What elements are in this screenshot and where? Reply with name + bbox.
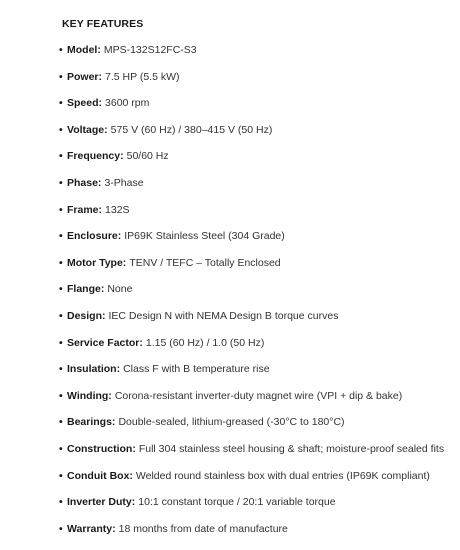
- bullet-icon: •: [59, 150, 63, 163]
- feature-label: Model:: [67, 44, 101, 56]
- feature-item-service-factor: [59, 336, 460, 350]
- feature-value: Welded round stainless box with dual entries (IP69K compliant): [135, 469, 430, 482]
- bullet-icon: •: [59, 309, 63, 322]
- feature-item-bearings: [59, 415, 460, 429]
- feature-label: Voltage:: [67, 123, 108, 136]
- feature-item-speed: [59, 96, 460, 110]
- feature-label: Construction:: [67, 442, 136, 455]
- feature-label: Flange:: [67, 283, 105, 296]
- feature-label: Phase:: [67, 176, 102, 189]
- feature-item-construction: [59, 442, 460, 456]
- feature-item-frame: [59, 203, 460, 217]
- feature-value: IP69K Stainless Steel (304 Grade): [124, 230, 285, 243]
- feature-label: Bearings:: [67, 416, 116, 429]
- feature-label: Motor Type:: [67, 256, 127, 269]
- feature-value: 1.15 (60 Hz) / 1.0 (50 Hz): [145, 336, 265, 349]
- bullet-icon: •: [59, 44, 63, 56]
- bullet-icon: •: [59, 230, 63, 243]
- feature-label: Enclosure:: [67, 230, 122, 243]
- bullet-icon: •: [59, 203, 63, 216]
- feature-label: Frame:: [67, 203, 103, 216]
- feature-value: Double-sealed, lithium-greased (-30°C to 180°C): [118, 416, 345, 429]
- feature-item-model: [59, 43, 460, 57]
- feature-label: Frequency:: [67, 150, 124, 163]
- feature-value: 10:1 constant torque / 20:1 variable torque: [138, 496, 336, 509]
- bullet-icon: •: [59, 176, 63, 189]
- feature-value: 3600 rpm: [105, 97, 150, 110]
- feature-label: Speed:: [67, 97, 103, 110]
- feature-label: Winding:: [67, 389, 112, 402]
- feature-label: Inverter Duty:: [67, 496, 136, 509]
- section-heading: KEY FEATURES: [62, 18, 144, 30]
- feature-item-motor-type: [59, 256, 460, 270]
- bullet-icon: •: [59, 416, 63, 429]
- feature-label: Warranty:: [67, 522, 116, 535]
- feature-item-conduit-box: [59, 469, 460, 483]
- feature-list: [59, 43, 460, 536]
- bullet-icon: •: [59, 97, 63, 110]
- feature-value: 18 months from date of manufacture: [118, 522, 288, 535]
- bullet-icon: •: [59, 363, 63, 376]
- feature-value: MPS-132S12FC-S3: [103, 44, 197, 56]
- feature-value: 50/60 Hz: [126, 150, 169, 163]
- feature-item-warranty: [59, 522, 460, 536]
- feature-item-flange: [59, 282, 460, 296]
- bullet-icon: •: [59, 496, 63, 509]
- feature-value: 132S: [105, 203, 130, 216]
- bullet-icon: •: [59, 469, 63, 482]
- feature-value: TENV / TEFC – Totally Enclosed: [129, 256, 281, 269]
- feature-value: 3-Phase: [104, 176, 144, 189]
- bullet-icon: •: [59, 389, 63, 402]
- bullet-icon: •: [59, 123, 63, 136]
- feature-item-voltage: [59, 123, 460, 137]
- feature-value: IEC Design N with NEMA Design B torque curves: [108, 309, 339, 322]
- feature-item-inverter-duty: [59, 495, 460, 509]
- bullet-icon: •: [59, 70, 63, 83]
- feature-item-enclosure: [59, 229, 460, 243]
- bullet-icon: •: [59, 522, 63, 535]
- bullet-icon: •: [59, 256, 63, 269]
- bullet-icon: •: [59, 336, 63, 349]
- feature-item-design: [59, 309, 460, 323]
- feature-item-power: [59, 70, 460, 84]
- feature-value: Corona-resistant inverter-duty magnet wire (VPI + dip & bake): [114, 389, 403, 402]
- feature-value: Full 304 stainless steel housing & shaft; moisture-proof sealed fits: [138, 442, 445, 455]
- feature-value: None: [107, 283, 133, 296]
- feature-label: Insulation:: [67, 363, 121, 376]
- feature-label: Conduit Box:: [67, 469, 133, 482]
- bullet-icon: •: [59, 283, 63, 296]
- feature-item-frequency: [59, 149, 460, 163]
- feature-value: 575 V (60 Hz) / 380–415 V (50 Hz): [110, 123, 273, 136]
- feature-item-phase: [59, 176, 460, 190]
- feature-value: 7.5 HP (5.5 kW): [105, 70, 180, 83]
- bullet-icon: •: [59, 442, 63, 455]
- feature-value: Class F with B temperature rise: [123, 363, 270, 376]
- feature-label: Design:: [67, 309, 106, 322]
- feature-label: Power:: [67, 70, 103, 83]
- feature-label: Service Factor:: [67, 336, 143, 349]
- feature-item-winding: [59, 389, 460, 403]
- feature-item-insulation: [59, 362, 460, 376]
